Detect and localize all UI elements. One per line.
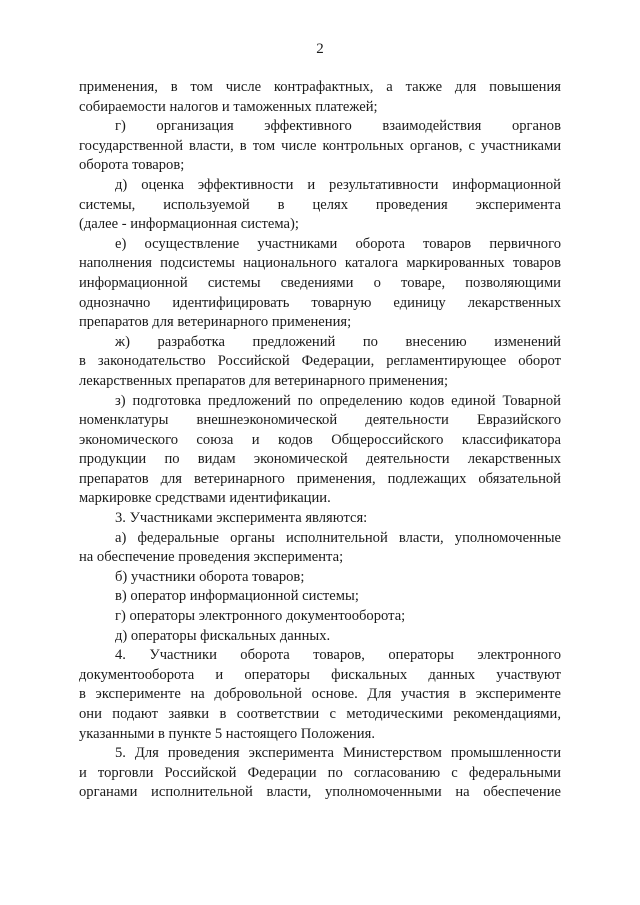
paragraph bbox=[79, 627, 561, 647]
paragraph bbox=[79, 235, 561, 333]
text-line: г) операторы электронного документооборота; bbox=[115, 608, 406, 625]
text-line: д) оценка эффективности и результативности информационной bbox=[115, 176, 561, 193]
text-line: на обеспечение проведения эксперимента; bbox=[79, 549, 344, 566]
page-number: 2 bbox=[316, 41, 324, 57]
text-line: ж) разработка предложений по внесению изменений bbox=[115, 333, 561, 350]
text-line: государственной власти, в том числе контрольных органов, с участниками bbox=[79, 137, 561, 154]
text-line: в) оператор информационной системы; bbox=[115, 588, 359, 605]
text-line: в эксперименте на добровольной основе. Для участия в эксперименте bbox=[79, 686, 561, 703]
paragraph bbox=[79, 587, 561, 607]
text-line: (далее - информационная система); bbox=[79, 216, 299, 233]
paragraph bbox=[79, 744, 561, 803]
text-line: 3. Участниками эксперимента являются: bbox=[115, 510, 368, 527]
text-line: 5. Для проведения эксперимента Министерством промышленности bbox=[115, 745, 561, 762]
paragraph bbox=[79, 392, 561, 510]
paragraph bbox=[79, 646, 561, 744]
text-line: и торговли Российской Федерации по согласованию с федеральными bbox=[79, 764, 561, 781]
text-line: однозначно идентифицировать товарную единицу лекарственных bbox=[79, 294, 561, 311]
text-line: номенклатуры внешнеэкономической деятельности Евразийского bbox=[79, 412, 561, 429]
paragraph bbox=[79, 117, 561, 176]
text-line: д) операторы фискальных данных. bbox=[115, 627, 331, 644]
paragraph bbox=[79, 78, 561, 117]
text-line: в законодательство Российской Федерации, регламентирующее оборот bbox=[79, 353, 561, 370]
text-line: экономического союза и кодов Общероссийского классификатора bbox=[79, 431, 561, 448]
paragraph bbox=[79, 568, 561, 588]
text-line: препаратов для ветеринарного применения, подлежащих обязательной bbox=[79, 470, 561, 487]
text-line: применения, в том числе контрафактных, а также для повышения bbox=[79, 79, 561, 95]
text-line: г) организация эффективного взаимодействия органов bbox=[115, 118, 561, 135]
paragraph bbox=[79, 333, 561, 392]
document-body bbox=[79, 78, 561, 803]
text-line: з) подготовка предложений по определению кодов единой Товарной bbox=[115, 392, 561, 409]
text-line: органами исполнительной власти, уполномоченными на обеспечение bbox=[79, 784, 561, 801]
text-line: а) федеральные органы исполнительной власти, уполномоченные bbox=[115, 529, 561, 546]
text-line: документооборота и операторы фискальных данных участвуют bbox=[79, 666, 561, 683]
text-line: е) осуществление участниками оборота товаров первичного bbox=[115, 235, 561, 252]
text-line: препаратов для ветеринарного применения; bbox=[79, 314, 352, 331]
text-line: продукции по видам экономической деятельности лекарственных bbox=[79, 451, 561, 468]
paragraph bbox=[79, 607, 561, 627]
paragraph bbox=[79, 529, 561, 568]
paragraph bbox=[79, 176, 561, 235]
text-line: они подают заявки в соответствии с методическими рекомендациями, bbox=[79, 706, 561, 722]
text-line: наполнения подсистемы национального каталога маркированных товаров bbox=[79, 255, 561, 272]
text-line: указанными в пункте 5 настоящего Положения. bbox=[79, 725, 375, 742]
text-line: б) участники оборота товаров; bbox=[115, 568, 305, 585]
text-line: оборота товаров; bbox=[79, 157, 185, 174]
text-line: лекарственных препаратов для ветеринарного применения; bbox=[79, 372, 449, 389]
text-line: собираемости налогов и таможенных платежей; bbox=[79, 98, 378, 115]
text-line: системы, используемой в целях проведения эксперимента bbox=[79, 196, 561, 213]
text-line: информационной системы сведениями о товаре, позволяющими bbox=[79, 274, 561, 291]
paragraph bbox=[79, 509, 561, 529]
text-line: маркировке средствами идентификации. bbox=[79, 490, 331, 507]
text-line: 4. Участники оборота товаров, операторы электронного bbox=[115, 647, 561, 664]
